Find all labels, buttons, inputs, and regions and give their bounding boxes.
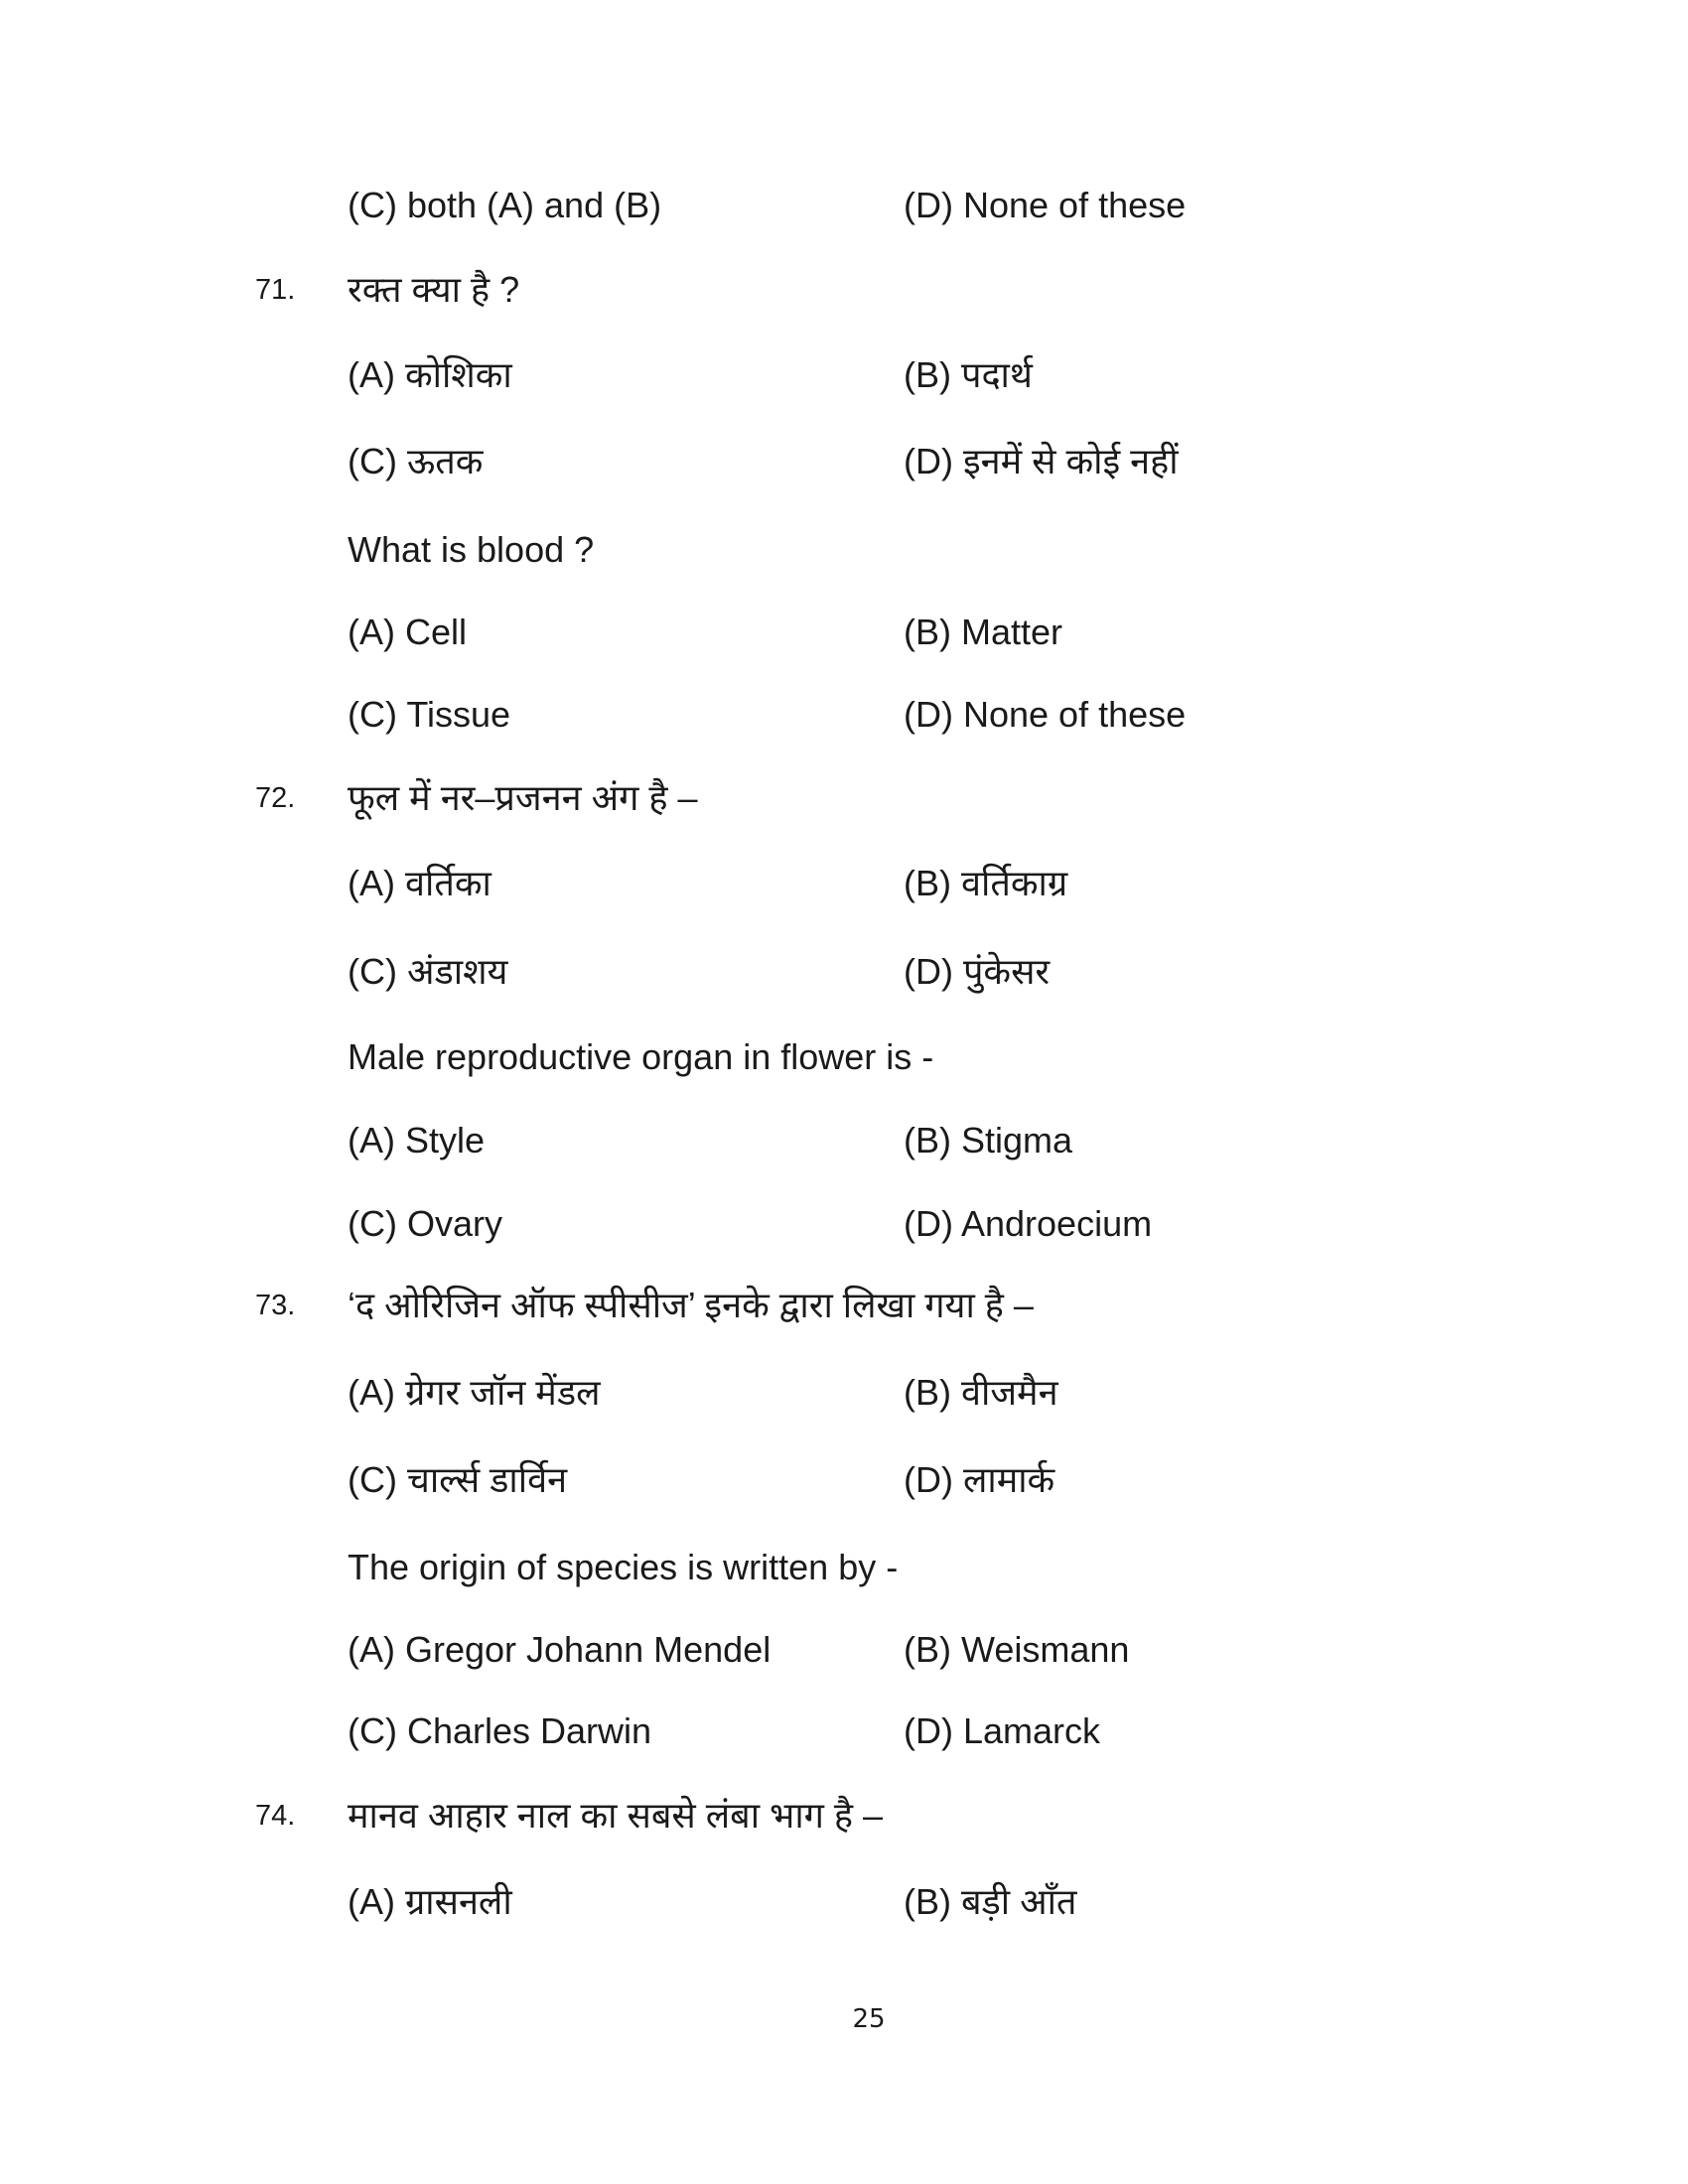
option-d-english: (D) Lamarck: [904, 1710, 1101, 1751]
option-d-hindi: (D) इनमें से कोई नहीं: [904, 441, 1179, 481]
option-d: (D) None of these: [904, 185, 1187, 225]
option-c-english: (C) Ovary: [348, 1203, 502, 1244]
option-a-hindi: (A) ग्रासनली: [348, 1881, 512, 1922]
option-b-hindi: (B) बड़ी आँत: [904, 1881, 1077, 1922]
option-a-hindi: (A) कोशिका: [348, 354, 512, 395]
option-d-hindi: (D) पुंकेसर: [904, 951, 1051, 992]
option-c-hindi: (C) अंडाशय: [348, 951, 508, 992]
option-b-hindi: (B) पदार्थ: [904, 354, 1033, 395]
option-c-hindi: (C) ऊतक: [348, 441, 484, 481]
option-d-english: (D) None of these: [904, 694, 1187, 735]
option-b-english: (B) Matter: [904, 612, 1063, 652]
question-text-hindi: ‘द ओरिजिन ऑफ स्पीसीज’ इनके द्वारा लिखा गया है –: [348, 1285, 1034, 1325]
question-number: 74.: [255, 1800, 296, 1832]
question-text-hindi: मानव आहार नाल का सबसे लंबा भाग है –: [348, 1795, 884, 1836]
question-number: 73.: [255, 1290, 296, 1321]
option-b-hindi: (B) वर्तिकाग्र: [904, 863, 1068, 903]
option-c-english: (C) Tissue: [348, 694, 511, 735]
question-number: 72.: [255, 782, 296, 814]
option-a-hindi: (A) वर्तिका: [348, 863, 492, 903]
option-b-english: (B) Weismann: [904, 1629, 1130, 1670]
option-c-hindi: (C) चार्ल्स डार्विन: [348, 1459, 568, 1500]
option-c-english: (C) Charles Darwin: [348, 1710, 652, 1751]
option-a-english: (A) Gregor Johann Mendel: [348, 1629, 772, 1670]
question-text-english: The origin of species is written by -: [348, 1547, 899, 1587]
option-a-english: (A) Cell: [348, 612, 468, 652]
question-text-english: What is blood ?: [348, 529, 595, 570]
option-c: (C) both (A) and (B): [348, 185, 662, 225]
question-text-hindi: रक्त क्या है ?: [348, 269, 520, 310]
option-d-english: (D) Androecium: [904, 1203, 1153, 1244]
option-a-hindi: (A) ग्रेगर जॉन मेंडल: [348, 1372, 601, 1413]
option-d-hindi: (D) लामार्क: [904, 1459, 1055, 1500]
page-number: 25: [852, 2004, 886, 2034]
option-b-english: (B) Stigma: [904, 1120, 1073, 1160]
option-a-english: (A) Style: [348, 1120, 486, 1160]
question-number: 71.: [255, 274, 296, 306]
option-b-hindi: (B) वीजमैन: [904, 1372, 1058, 1413]
question-text-hindi: फूल में नर–प्रजनन अंग है –: [348, 777, 698, 818]
question-text-english: Male reproductive organ in flower is -: [348, 1036, 934, 1077]
